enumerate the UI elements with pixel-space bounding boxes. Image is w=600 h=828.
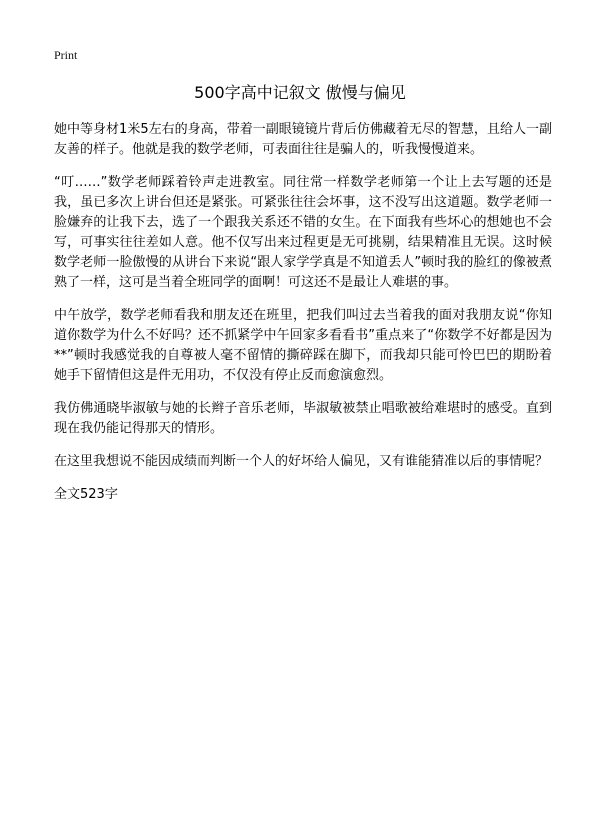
paragraph-2: “叮……”数学老师踩着铃声走进教室。同往常一样数学老师第一个让上去写题的还是我，虽已多次上讲台但还是紧张。可紧张往往会坏事，这不没写出这道题。数学老师一脸嫌弃的让我下去，选了一个跟我关系还不错的女生。在下面我有些坏心的想她也不会写，可事实往往差如人意。他不仅写出来过程更是无可挑剔，结果精准且无误。这时候数学老师一脸傲慢的从讲台下来说“跟人家学学真是不知道丢人”顿时我的脸红的像被煮熟了一样，这可是当着全班同学的面啊！可这还不是最让人难堪的事。 bbox=[54, 175, 552, 290]
article-body bbox=[54, 120, 552, 505]
paragraph-5: 在这里我想说不能因成绩而判断一个人的好坏给人偏见，又有谁能猜准以后的事情呢？ bbox=[54, 454, 549, 469]
paragraph-1: 她中等身材1米5左右的身高，带着一副眼镜镜片背后仿佛藏着无尽的智慧，且给人一副友善的样子。他就是我的数学老师，可表面往往是骗人的，听我慢慢道来。 bbox=[54, 122, 552, 157]
word-count: 全文523字 bbox=[54, 487, 118, 502]
article-title: 500字高中记叙文 傲慢与偏见 bbox=[194, 83, 406, 102]
paragraph-4: 我仿佛通晓毕淑敏与她的长辫子音乐老师，毕淑敏被禁止唱歌被给难堪时的感受。直到现在我仍能记得那天的情形。 bbox=[54, 401, 552, 436]
print-link[interactable]: Print bbox=[54, 48, 78, 62]
paragraph-3: 中午放学，数学老师看我和朋友还在班里，把我们叫过去当着我的面对我朋友说“你知道你数学为什么不好吗？还不抓紧学中午回家多看看书”重点来了“你数学不好都是因为**”顿时我感觉我的自尊被人毫不留情的撕碎踩在脚下，而我却只能可怜巴巴的期盼着她手下留情但这是件无用功，不仅没有停止反而愈演愈烈。 bbox=[54, 308, 552, 383]
